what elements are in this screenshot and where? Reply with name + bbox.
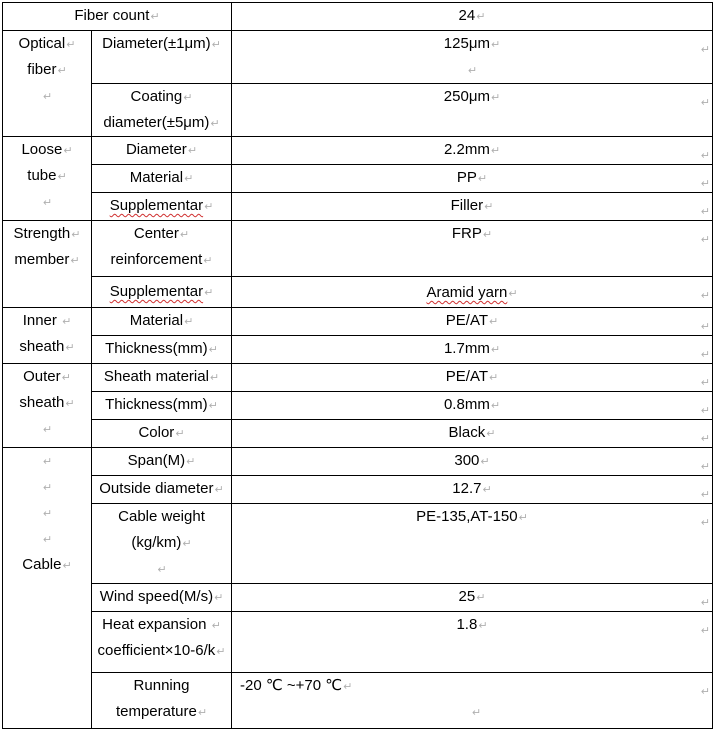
group-outer-sheath: Outer↵ sheath↵ ↵	[3, 364, 92, 448]
row-coating-diameter	[3, 84, 713, 137]
span-label: Span(M)↵	[92, 448, 232, 476]
outside-diameter-label: Outside diameter↵	[92, 476, 232, 504]
outer-color-label: Color↵	[92, 420, 232, 448]
inner-thickness-value: 1.7mm↵ ↵	[232, 336, 713, 364]
row-inner-material	[3, 308, 713, 336]
fiber-diameter-label: Diameter(±1μm)↵	[92, 31, 232, 84]
tube-material-label: Material↵	[92, 165, 232, 193]
strength-supplementar-value: Aramid yarn↵ ↵	[232, 277, 713, 308]
outside-diameter-value: 12.7↵ ↵	[232, 476, 713, 504]
row-running-temperature	[3, 673, 713, 729]
row-center-reinforcement	[3, 221, 713, 277]
outer-material-value: PE/AT↵ ↵	[232, 364, 713, 392]
group-strength-member: Strength↵ member↵	[3, 221, 92, 308]
outer-material-label: Sheath material↵	[92, 364, 232, 392]
row-outside-diameter	[3, 476, 713, 504]
row-span	[3, 448, 713, 476]
tube-material-value: PP↵ ↵	[232, 165, 713, 193]
row-outer-thickness	[3, 392, 713, 420]
strength-supplementar-label: Supplementar↵	[92, 277, 232, 308]
running-temperature-label: Running temperature↵	[92, 673, 232, 729]
tube-diameter-label: Diameter↵	[92, 137, 232, 165]
outer-color-value: Black↵ ↵	[232, 420, 713, 448]
inner-material-value: PE/AT↵ ↵	[232, 308, 713, 336]
group-optical-fiber: Optical↵ fiber↵ ↵	[3, 31, 92, 137]
row-inner-thickness	[3, 336, 713, 364]
row-outer-material	[3, 364, 713, 392]
wind-speed-label: Wind speed(M/s)↵	[92, 584, 232, 612]
tube-supplementar-value: Filler↵ ↵	[232, 193, 713, 221]
heat-expansion-value: 1.8↵ ↵	[232, 612, 713, 673]
inner-material-label: Material↵	[92, 308, 232, 336]
row-outer-color	[3, 420, 713, 448]
center-reinforcement-label: Center↵ reinforcement↵	[92, 221, 232, 277]
fiber-count-label: Fiber count↵	[3, 3, 232, 31]
tube-diameter-value: 2.2mm↵ ↵	[232, 137, 713, 165]
fiber-diameter-value: 125μm↵ ↵ ↵	[232, 31, 713, 84]
tube-supplementar-label: Supplementar↵	[92, 193, 232, 221]
cable-spec-table	[2, 2, 713, 729]
row-fiber-diameter	[3, 31, 713, 84]
heat-expansion-label: Heat expansion ↵ coefficient×10-6/k↵	[92, 612, 232, 673]
row-cable-weight	[3, 504, 713, 584]
fiber-count-value: 24↵	[232, 3, 713, 31]
row-fiber-count	[3, 3, 713, 31]
cable-weight-label: Cable weight (kg/km)↵ ↵	[92, 504, 232, 584]
running-temperature-value: -20 ℃ ~+70 ℃↵ ↵ ↵	[232, 673, 713, 729]
row-tube-supplementar	[3, 193, 713, 221]
row-tube-material	[3, 165, 713, 193]
row-wind-speed	[3, 584, 713, 612]
group-loose-tube: Loose↵ tube↵ ↵	[3, 137, 92, 221]
row-tube-diameter	[3, 137, 713, 165]
group-inner-sheath: Inner ↵ sheath↵	[3, 308, 92, 364]
inner-thickness-label: Thickness(mm)↵	[92, 336, 232, 364]
coating-diameter-value: 250μm↵ ↵	[232, 84, 713, 137]
outer-thickness-label: Thickness(mm)↵	[92, 392, 232, 420]
span-value: 300↵ ↵	[232, 448, 713, 476]
coating-diameter-label: Coating↵ diameter(±5μm)↵	[92, 84, 232, 137]
group-cable: ↵ ↵ ↵ ↵ Cable↵	[3, 448, 92, 729]
cable-weight-value: PE-135,AT-150↵ ↵	[232, 504, 713, 584]
center-reinforcement-value: FRP↵ ↵	[232, 221, 713, 277]
row-heat-expansion	[3, 612, 713, 673]
outer-thickness-value: 0.8mm↵ ↵	[232, 392, 713, 420]
wind-speed-value: 25↵ ↵	[232, 584, 713, 612]
row-strength-supplementar	[3, 277, 713, 308]
